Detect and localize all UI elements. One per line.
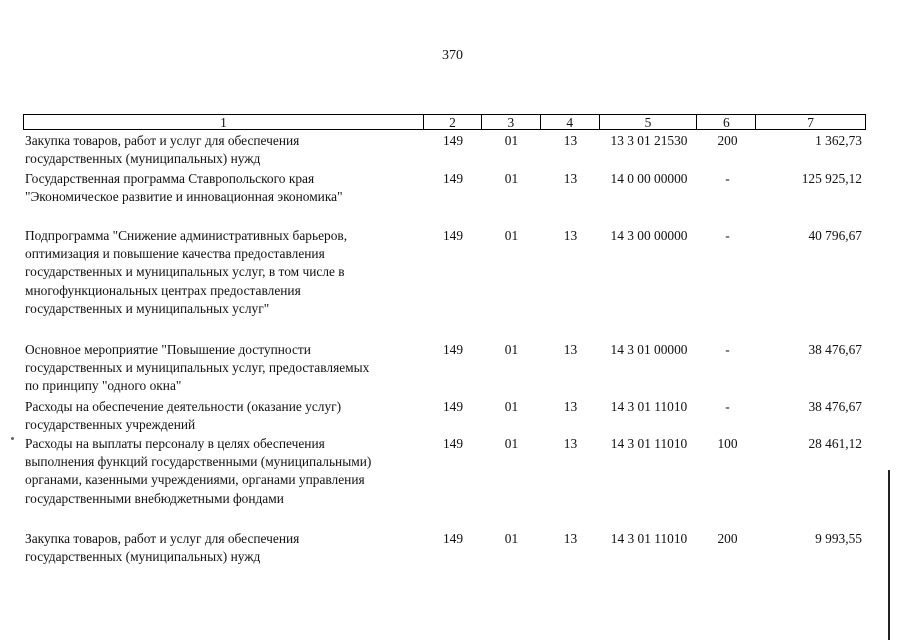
table-row xyxy=(23,398,866,434)
row-code-expense-type: - xyxy=(725,171,730,186)
row-code-section: 01 xyxy=(504,171,519,186)
row-description xyxy=(23,435,424,508)
row-code-subsection: 13 xyxy=(563,436,578,451)
row-code-ministry: 149 xyxy=(442,342,464,357)
table-row xyxy=(23,132,866,168)
row-code-section: 01 xyxy=(504,399,519,414)
header-col-5: 5 xyxy=(600,115,698,129)
scan-speck xyxy=(11,437,14,440)
row-description xyxy=(23,341,424,396)
description-line: оптимизация и повышение качества предоставления xyxy=(25,246,325,262)
row-code-expense-type: 100 xyxy=(717,436,738,451)
table-header-row xyxy=(23,114,866,130)
description-line: государственными внебюджетными фондами xyxy=(25,490,284,506)
header-col-3: 3 xyxy=(482,115,541,129)
row-code-section: 01 xyxy=(504,436,519,451)
description-line: Закупка товаров, работ и услуг для обеспечения xyxy=(25,133,300,148)
description-line: государственных учреждений xyxy=(25,417,196,433)
row-code-expense-type: - xyxy=(725,399,730,414)
row-code-subsection: 13 xyxy=(563,228,578,243)
row-amount: 38 476,67 xyxy=(808,399,862,414)
table-row xyxy=(23,227,866,318)
row-description xyxy=(23,398,424,434)
header-col-2: 2 xyxy=(424,115,482,129)
description-line: по принципу "одного окна" xyxy=(25,378,182,394)
row-description xyxy=(23,227,424,318)
row-code-subsection: 13 xyxy=(563,171,578,186)
description-line: многофункциональных центрах предоставления xyxy=(25,282,301,298)
description-line: государственных и муниципальных услуг, в том числе в xyxy=(25,264,345,280)
description-line: Закупка товаров, работ и услуг для обеспечения xyxy=(25,531,300,546)
page-number: 370 xyxy=(442,48,463,63)
row-code-section: 01 xyxy=(504,228,519,243)
description-line: "Экономическое развитие и инновационная экономика" xyxy=(25,189,343,205)
row-code-ministry: 149 xyxy=(442,133,464,148)
row-code-section: 01 xyxy=(504,133,519,148)
row-description xyxy=(23,530,424,566)
description-line: Расходы на выплаты персоналу в целях обеспечения xyxy=(25,436,325,451)
row-code-subsection: 13 xyxy=(563,342,578,357)
row-code-ministry: 149 xyxy=(442,531,464,546)
header-col-1: 1 xyxy=(24,115,424,129)
row-code-subsection: 13 xyxy=(563,133,578,148)
table-row xyxy=(23,341,866,396)
scan-edge-line xyxy=(888,470,890,640)
row-amount: 40 796,67 xyxy=(808,228,862,243)
row-code-target: 14 3 00 00000 xyxy=(610,228,688,243)
row-code-target: 13 3 01 21530 xyxy=(610,133,688,148)
row-code-expense-type: - xyxy=(725,342,730,357)
row-amount: 28 461,12 xyxy=(808,436,862,451)
row-code-ministry: 149 xyxy=(442,436,464,451)
description-line: Подпрограмма "Снижение административных барьеров, xyxy=(25,228,348,243)
row-code-ministry: 149 xyxy=(442,399,464,414)
table-row xyxy=(23,530,866,566)
header-col-6: 6 xyxy=(697,115,756,129)
row-amount: 1 362,73 xyxy=(815,133,862,148)
description-line: органами, казенными учреждениями, органами управления xyxy=(25,472,365,488)
row-code-expense-type: 200 xyxy=(717,133,738,148)
row-description xyxy=(23,170,424,206)
description-line: Основное мероприятие "Повышение доступности xyxy=(25,342,311,357)
row-code-target: 14 3 01 11010 xyxy=(610,399,688,414)
row-code-section: 01 xyxy=(504,342,519,357)
row-code-target: 14 3 01 11010 xyxy=(610,531,688,546)
row-code-target: 14 3 01 11010 xyxy=(610,436,688,451)
row-code-ministry: 149 xyxy=(442,171,464,186)
row-code-subsection: 13 xyxy=(563,531,578,546)
row-code-expense-type: - xyxy=(725,228,730,243)
row-code-subsection: 13 xyxy=(563,399,578,414)
row-code-section: 01 xyxy=(504,531,519,546)
row-code-target: 14 0 00 00000 xyxy=(610,171,688,186)
header-col-4: 4 xyxy=(541,115,600,129)
description-line: Расходы на обеспечение деятельности (оказание услуг) xyxy=(25,399,342,414)
header-col-7: 7 xyxy=(807,115,814,130)
table-row xyxy=(23,435,866,508)
row-code-ministry: 149 xyxy=(442,228,464,243)
row-amount: 38 476,67 xyxy=(808,342,862,357)
description-line: государственных и муниципальных услуг" xyxy=(25,300,270,316)
description-line: выполнения функций государственными (муниципальными) xyxy=(25,454,372,470)
table-row xyxy=(23,170,866,206)
description-line: государственных и муниципальных услуг, предоставляемых xyxy=(25,360,370,376)
description-line: государственных (муниципальных) нужд xyxy=(25,151,261,167)
row-amount: 9 993,55 xyxy=(815,531,862,546)
description-line: государственных (муниципальных) нужд xyxy=(25,549,261,565)
row-amount: 125 925,12 xyxy=(801,171,862,186)
row-code-expense-type: 200 xyxy=(717,531,738,546)
description-line: Государственная программа Ставропольского края xyxy=(25,171,315,186)
row-description xyxy=(23,132,424,168)
row-code-target: 14 3 01 00000 xyxy=(610,342,688,357)
